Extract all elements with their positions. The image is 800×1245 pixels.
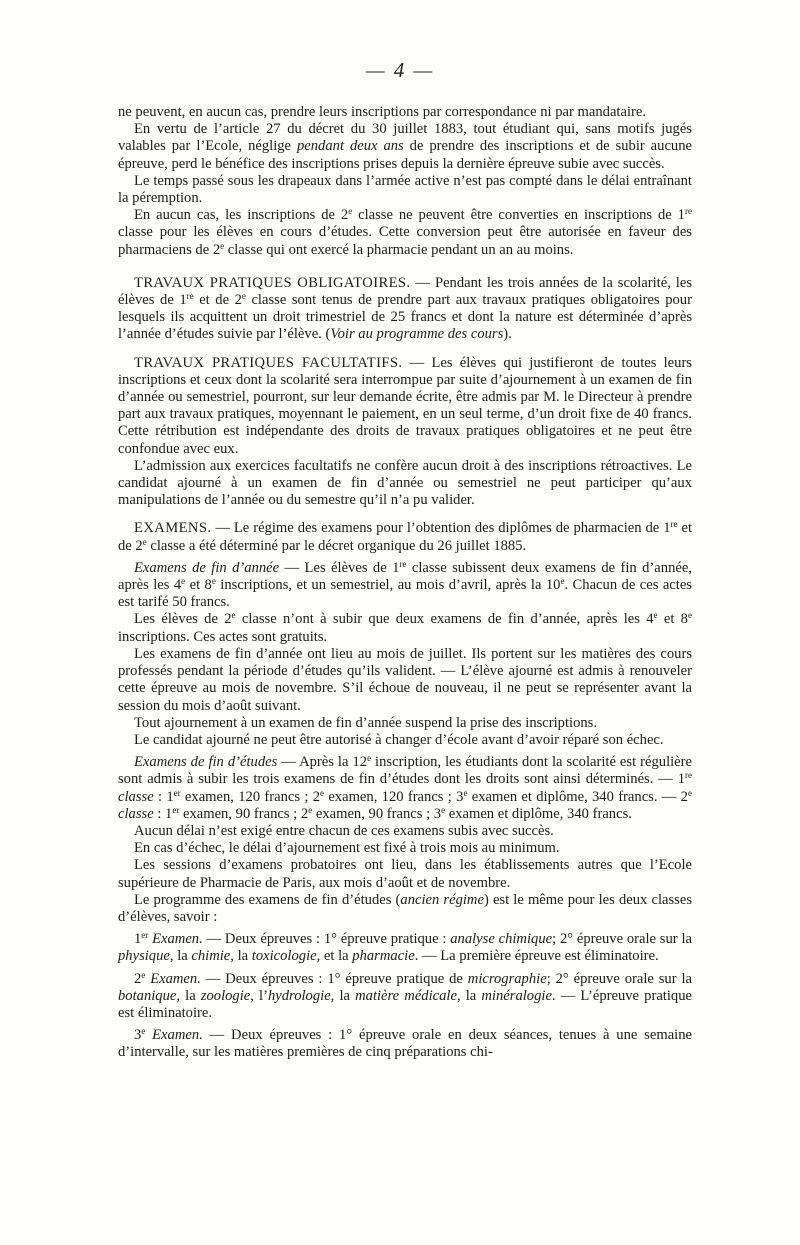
paragraph: Le temps passé sous les drapeaux dans l’armée active n’est pas compté dans le délai entraînant la péremption. [118,172,692,207]
body-text [118,104,692,1062]
paragraph: En cas d’échec, le délai d’ajournement est fixé à trois mois au minimum. [134,840,560,857]
paragraph: Tout ajournement à un examen de fin d’année suspend la prise des inscriptions. [134,714,598,731]
paragraph: Les examens de fin d’année ont lieu au mois de juillet. Ils portent sur les matières des cours professés pendant la période d’études qu’ils valident. — L’élève ajourné est admis à renouveler cette épreuve au mois de novembre. S’il échoue de nouveau, il ne peut se représenter avant la session du mois d’août suivant. [118,645,692,714]
paragraph: Examens de fin d’études — Après la 12e inscription, les étudiants dont la scolarité est régulière sont admis à subir les trois examens de fin d’études dont les droits sont ainsi déterminés. — 1re classe : 1er examen, 120 francs ; 2e examen, 120 francs ; 3e examen et diplôme, 340 francs. — 2e classe : 1er examen, 90 francs ; 2e examen, 90 francs ; 3e examen et diplôme, 340 francs. [118,753,692,822]
paragraph: Les élèves de 2e classe n’ont à subir que deux examens de fin d’année, après les 4e et 8e inscriptions. Ces actes sont gratuits. [118,610,692,645]
paragraph: L’admission aux exercices facultatifs ne confère aucun droit à des inscriptions rétroactives. Le candidat ajourné à un examen de fin d’année ou semestriel ne peut participer qu’aux manipulations de l’année ou du semestre qu’il n’a pu valider. [118,457,692,509]
paragraph: EXAMENS. — Le régime des examens pour l’obtention des diplômes de pharmacien de 1re et de 2e classe a été déterminé par le décret organique du 26 juillet 1885. [118,519,693,554]
paragraph: En vertu de l’article 27 du décret du 30 juillet 1883, tout étudiant qui, sans motifs jugés valables par l’Ecole, néglige pendant deux ans de prendre des inscriptions et de subir aucune épreuve, perd le bénéfice des inscriptions prises depuis la dernière épreuve subie avec succès. [118,121,693,172]
paragraph: TRAVAUX PRATIQUES FACULTATIFS. — Les élèves qui justifieront de toutes leurs inscriptions et ceux dont la scolarité sera interrompue par suite d’ajournement à un examen de fin d’année ou semestriel, pourront, sur leur demande écrite, être admis par M. le Directeur à prendre part aux travaux pratiques, moyennant le paiement, en un seul terme, d’un droit fixe de 40 francs. Cette rétribution est indépendante des droits de travaux pratiques obligatoires et ne peut être confondue avec eux. [118,354,692,457]
paragraph: Le programme des examens de fin d’études (ancien régime) est le même pour les deux classes d’élèves, savoir : [118,891,692,925]
paragraph: Examens de fin d’année — Les élèves de 1re classe subissent deux examens de fin d’année, après les 4e et 8e inscriptions, et un semestriel, au mois d’avril, après la 10e. Chacun de ces actes est tarifé 50 francs. [118,558,692,611]
paragraph: 1er Examen. — Deux épreuves : 1° épreuve pratique : analyse chimique; 2° épreuve orale sur la physique, la chimie, la toxicologie, et la pharmacie. — La première épreuve est éliminatoire. [118,930,692,965]
paragraph: TRAVAUX PRATIQUES OBLIGATOIRES. — Pendant les trois années de la scolarité, les élèves de 1re et de 2e classe sont tenus de prendre part aux travaux pratiques obligatoires pour lesquels ils acquittent un droit trimestriel de 25 francs et dont la nature est déterminée d’après l’année d’études suivie par l’élève. (Voir au programme des cours). [118,274,692,343]
paragraph: 3e Examen. — Deux épreuves : 1° épreuve orale en deux séances, tenues à une semaine d’intervalle, sur les matières premières de cinq préparations chi- [118,1026,693,1061]
paragraph: En aucun cas, les inscriptions de 2e classe ne peuvent être converties en inscriptions de 1re classe pour les élèves en cours d’études. Cette conversion peut être autorisée en faveur des pharmaciens de 2e classe qui ont exercé la pharmacie pendant un an au moins. [118,206,692,258]
page-number: — 4 — [365,58,435,82]
paragraph: ne peuvent, en aucun cas, prendre leurs inscriptions par correspondance ni par mandataire. [118,104,646,120]
paragraph: Les sessions d’examens probatoires ont lieu, dans les établissements autres que l’Ecole supérieure de Pharmacie de Paris, aux mois d’août et de novembre. [118,857,692,891]
paragraph: Le candidat ajourné ne peut être autorisé à changer d’école avant d’avoir réparé son échec. [134,731,664,748]
paragraph: 2e Examen. — Deux épreuves : 1° épreuve pratique de micrographie; 2° épreuve orale sur la botanique, la zoologie, l’hydrologie, la matière médicale, la minéralogie. — L’épreuve pratique est éliminatoire. [118,969,692,1021]
paragraph: Aucun délai n’est exigé entre chacun de ces examens subis avec succès. [134,822,554,839]
